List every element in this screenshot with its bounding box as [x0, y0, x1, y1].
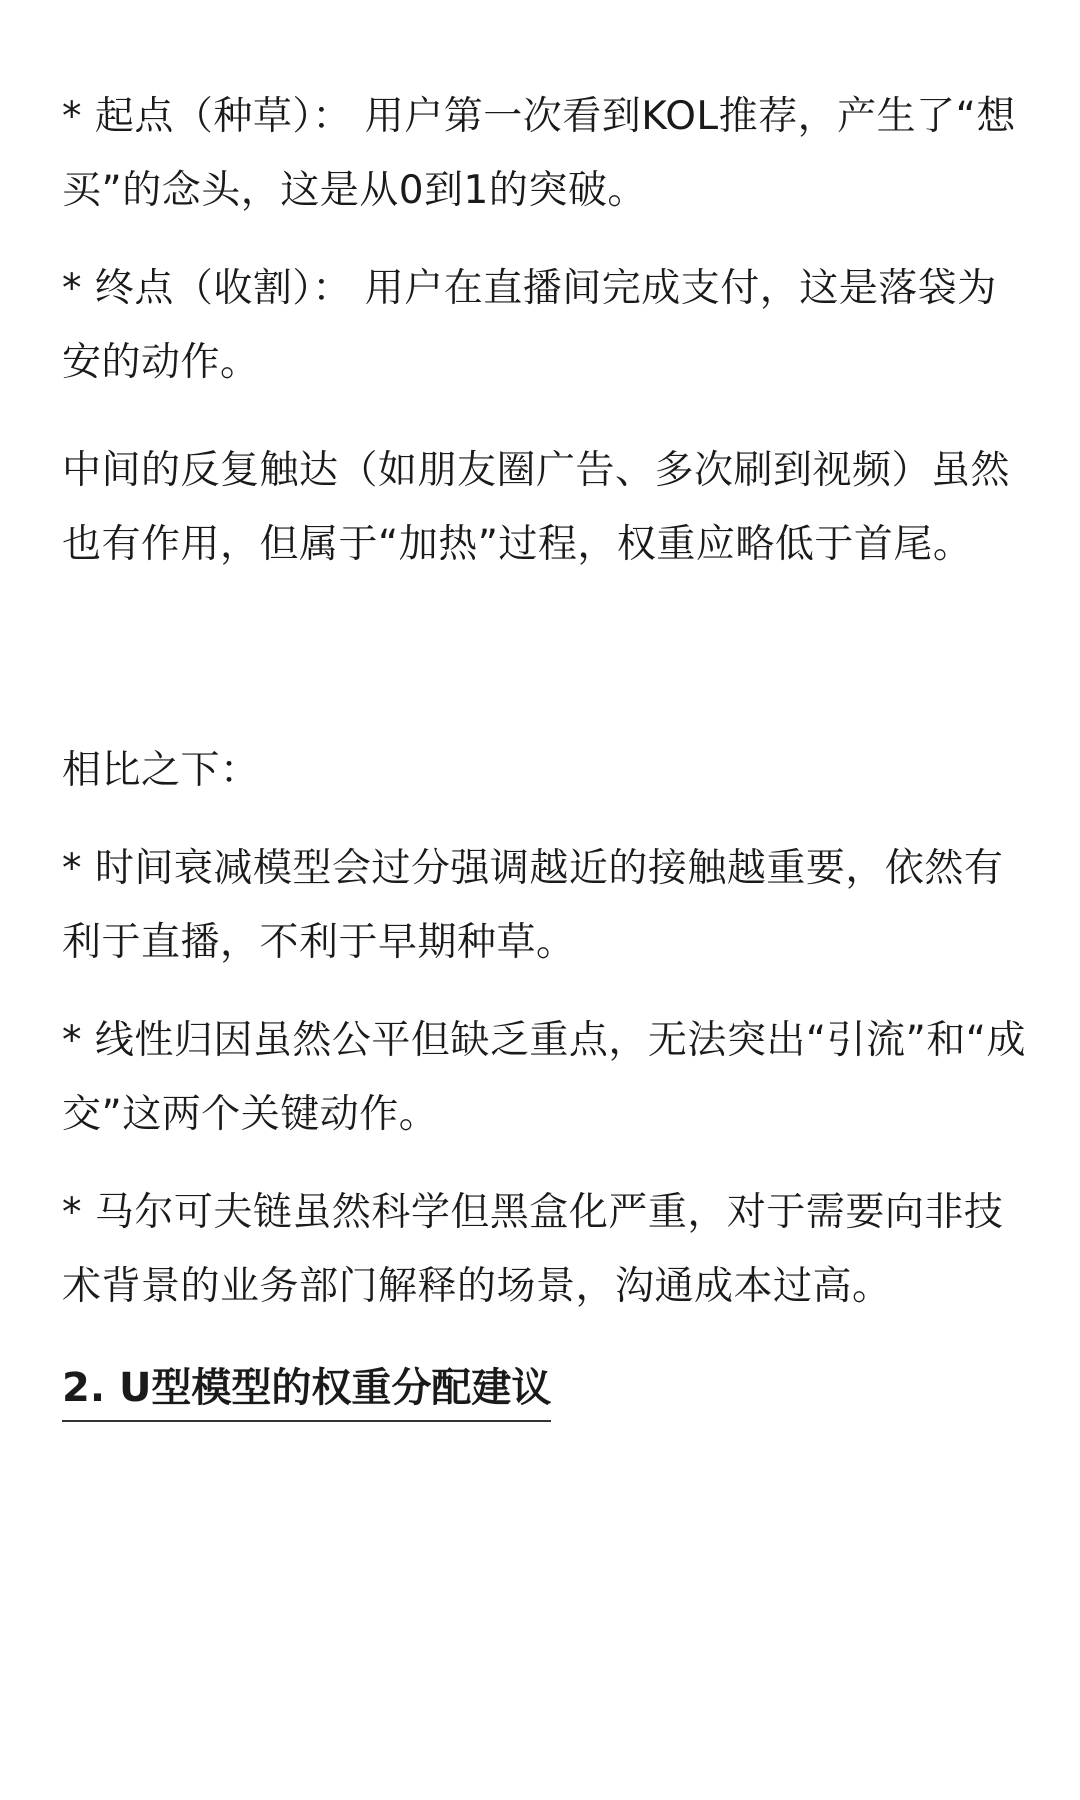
paragraph-linear: * 线性归因虽然公平但缺乏重点，无法突出“引流”和“成交”这两个关键动作。 — [62, 1018, 1027, 1137]
paragraph-time-decay: * 时间衰减模型会过分强调越近的接触越重要，依然有利于直播，不利于早期种草。 — [62, 846, 1004, 965]
paragraph-middle-touch: 中间的反复触达（如朋友圈广告、多次刷到视频）虽然也有作用，但属于“加热”过程，权重应略低于首尾。 — [62, 448, 1011, 567]
article-body — [62, 80, 1028, 1422]
section-heading: 2. U型模型的权重分配建议 — [62, 1358, 551, 1422]
paragraph-markov: * 马尔可夫链虽然科学但黑盒化严重，对于需要向非技术背景的业务部门解释的场景，沟通成本过高。 — [62, 1190, 1004, 1309]
paragraph-comparison-intro: 相比之下： — [62, 748, 260, 793]
paragraph-start-point: * 起点（种草）： 用户第一次看到KOL推荐，产生了“想买”的念头，这是从0到1的突破。 — [62, 94, 1016, 213]
paragraph-end-point: * 终点（收割）： 用户在直播间完成支付，这是落袋为安的动作。 — [62, 266, 997, 385]
